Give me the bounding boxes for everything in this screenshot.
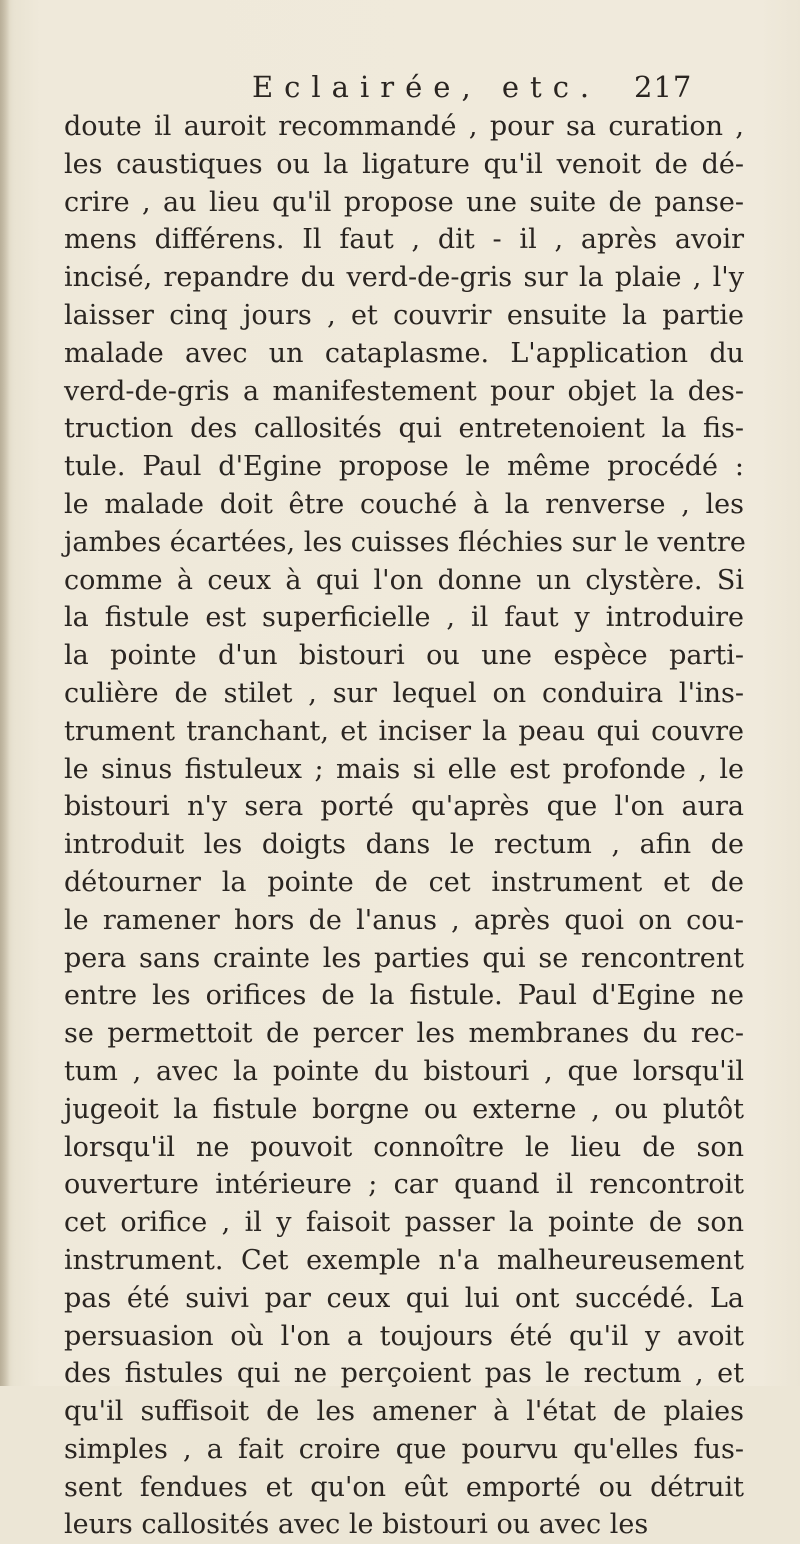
text-line: jugeoit la fistule borgne ou externe , ou plutôt (64, 1093, 744, 1125)
text-line: les caustiques ou la ligature qu'il venoit de dé- (64, 148, 744, 180)
page-number: 217 (634, 70, 693, 104)
text-line: comme à ceux à qui l'on donne un clystère. Si (64, 564, 744, 596)
text-line: tum , avec la pointe du bistouri , que lorsqu'il (64, 1055, 744, 1087)
text-line: lorsqu'il ne pouvoit connoître le lieu de son (64, 1131, 744, 1163)
text-line: laisser cinq jours , et couvrir ensuite la partie (64, 299, 744, 331)
text-line: ouverture intérieure ; car quand il rencontroit (64, 1169, 744, 1201)
text-line: culière de stilet , sur lequel on conduira l'ins- (64, 677, 744, 709)
text-line: le sinus fistuleux ; mais si elle est profonde , le (64, 753, 744, 785)
text-line: simples , a fait croire que pourvu qu'elles fus- (64, 1433, 744, 1465)
text-line: incisé, repandre du verd-de-gris sur la plaie , l'y (64, 262, 744, 294)
page-header (0, 70, 800, 110)
text-line: jambes écartées, les cuisses fléchies sur le ventre (64, 526, 746, 558)
text-line: le ramener hors de l'anus , après quoi on cou- (64, 904, 744, 936)
text-line: truction des callosités qui entretenoient la fis- (64, 413, 744, 445)
text-line: doute il auroit recommandé , pour sa curation , (64, 111, 744, 142)
text-line: le malade doit être couché à la renverse , les (64, 488, 744, 520)
text-line: tule. Paul d'Egine propose le même procédé : (64, 451, 744, 483)
text-line: leurs callosités avec le bistouri ou avec les (64, 1509, 649, 1541)
text-line: introduit les doigts dans le rectum , afin de (64, 829, 744, 861)
text-line: trument tranchant, et inciser la peau qui couvre (64, 715, 744, 747)
text-line: qu'il suffisoit de les amener à l'état de plaies (64, 1396, 744, 1428)
text-line: entre les orifices de la fistule. Paul d'Egine ne (64, 980, 744, 1012)
text-line: cet orifice , il y faisoit passer la pointe de son (64, 1207, 744, 1239)
text-line: mens différens. Il faut , dit - il , après avoir (64, 224, 744, 256)
text-line: persuasion où l'on a toujours été qu'il y avoit (64, 1320, 744, 1352)
text-line: sent fendues et qu'on eût emporté ou détruit (64, 1471, 744, 1503)
running-title: Eclairée, etc. (252, 70, 601, 104)
text-line: pas été suivi par ceux qui lui ont succédé. La (64, 1282, 744, 1314)
body-text (64, 108, 744, 1544)
text-line: des fistules qui ne perçoient pas le rectum , et (64, 1358, 744, 1390)
text-line: bistouri n'y sera porté qu'après que l'on aura (64, 791, 744, 823)
page-gutter-shadow (0, 0, 10, 1386)
text-line: la pointe d'un bistouri ou une espèce parti- (64, 640, 744, 672)
text-line: malade avec un cataplasme. L'application du (64, 337, 744, 369)
text-line: détourner la pointe de cet instrument et de (64, 866, 744, 898)
text-line: se permettoit de percer les membranes du rec- (64, 1018, 744, 1050)
text-line: crire , au lieu qu'il propose une suite de panse- (64, 186, 744, 218)
text-line: la fistule est superficielle , il faut y introduire (64, 602, 744, 634)
text-line: instrument. Cet exemple n'a malheureusement (64, 1244, 744, 1276)
text-line: pera sans crainte les parties qui se rencontrent (64, 942, 744, 974)
text-line: verd-de-gris a manifestement pour objet la des- (64, 375, 744, 407)
